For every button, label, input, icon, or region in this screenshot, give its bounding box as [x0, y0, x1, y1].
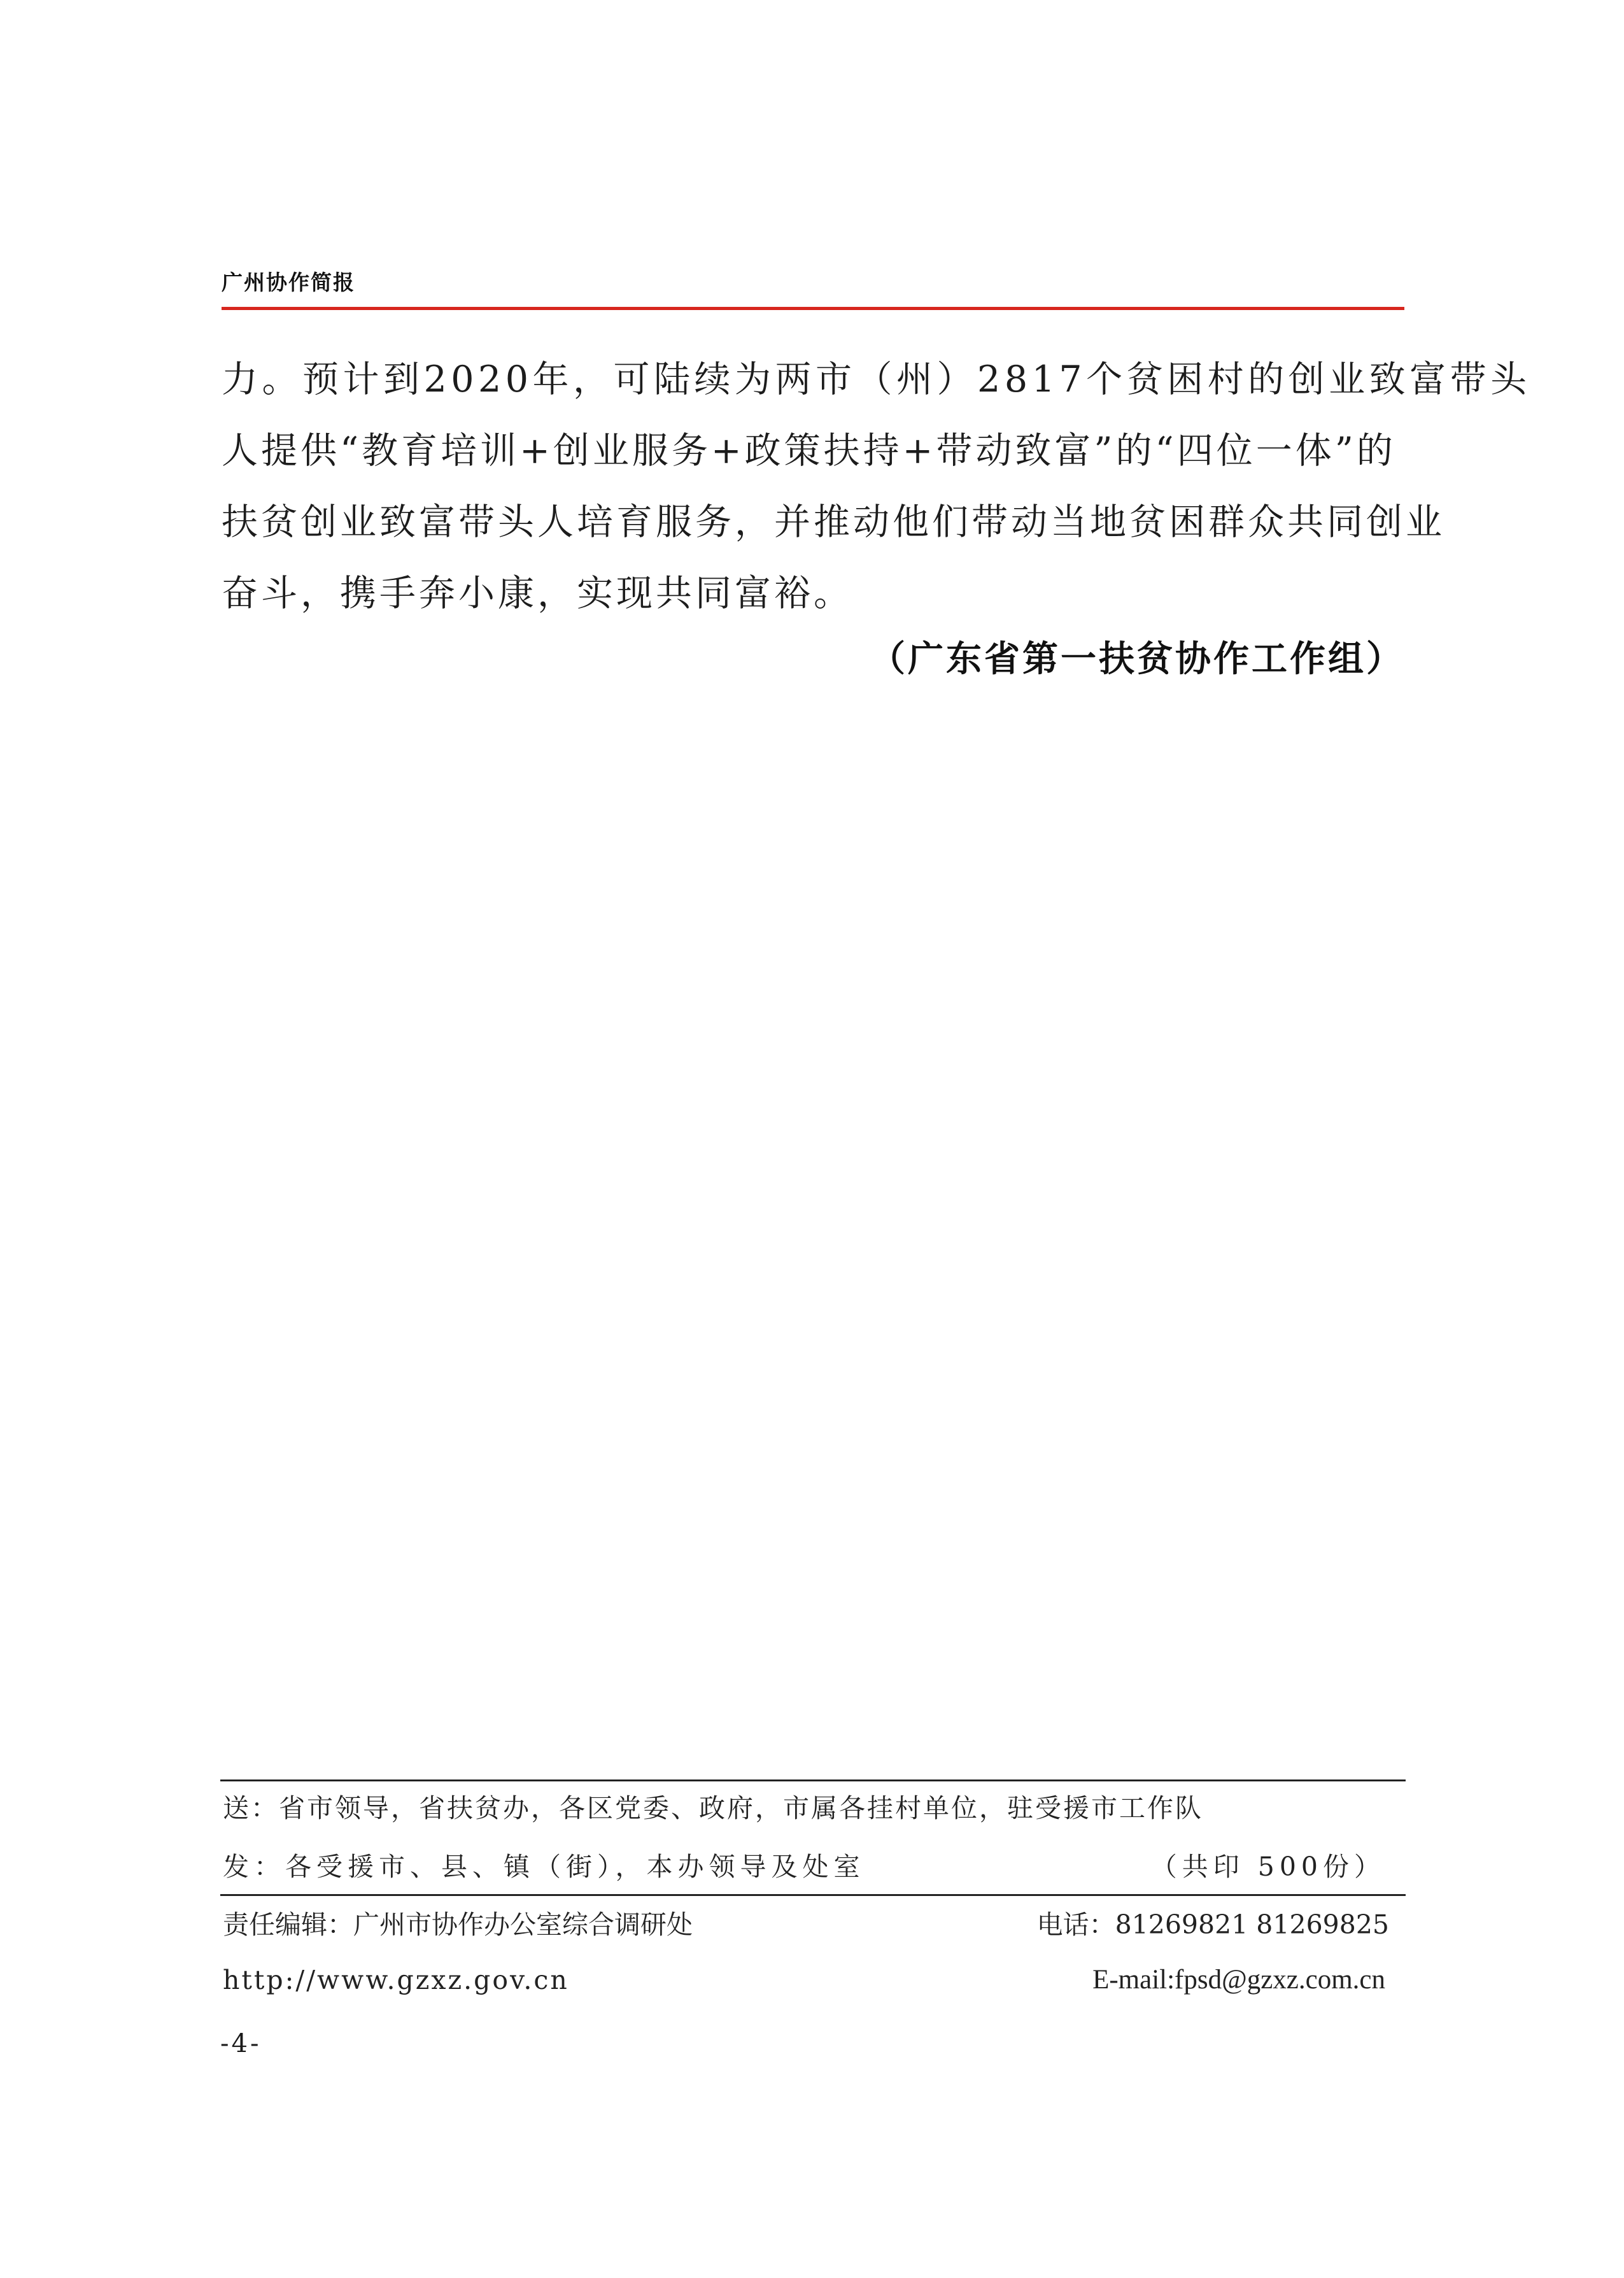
header-red-rule: [222, 307, 1404, 310]
article-body: [222, 344, 1531, 629]
editor-line: [223, 1906, 1404, 1944]
author-signature: （广东省第一扶贫协作工作组）: [870, 639, 1404, 680]
phone-numbers: 电话：81269821 81269825: [1036, 1909, 1389, 1940]
footer-top-rule: [220, 1779, 1406, 1781]
footer-middle-rule: [220, 1894, 1406, 1896]
website-link[interactable]: http://www.gzxz.gov.cn: [223, 1965, 569, 1995]
body-line-1: 力。预计到2020年，可陆续为两市（州）2817个贫困村的创业致富带头: [222, 358, 1531, 400]
distribute-line: [223, 1848, 1404, 1886]
contact-line: [223, 1961, 1404, 1999]
body-line-4: 奋斗，携手奔小康，实现共同富裕。: [222, 572, 853, 614]
send-to-line: 送：省市领导，省扶贫办，各区党委、政府，市属各挂村单位，驻受援市工作队: [223, 1793, 1203, 1823]
body-line-2: 人提供“教育培训+创业服务+政策扶持+带动致富”的“四位一体”的: [222, 430, 1396, 472]
print-count: （共印 500份）: [1150, 1851, 1385, 1882]
responsible-editor: 责任编辑：广州市协作办公室综合调研处: [223, 1909, 693, 1940]
page-number: -4-: [220, 2029, 262, 2058]
distribute-recipients: 发：各受援市、县、镇（街），本办领导及处室: [223, 1851, 865, 1882]
email-link[interactable]: E-mail:fpsd@gzxz.com.cn: [1092, 1965, 1385, 1995]
newsletter-header-title: 广州协作简报: [222, 270, 355, 295]
body-line-3: 扶贫创业致富带头人培育服务，并推动他们带动当地贫困群众共同创业: [222, 501, 1445, 543]
